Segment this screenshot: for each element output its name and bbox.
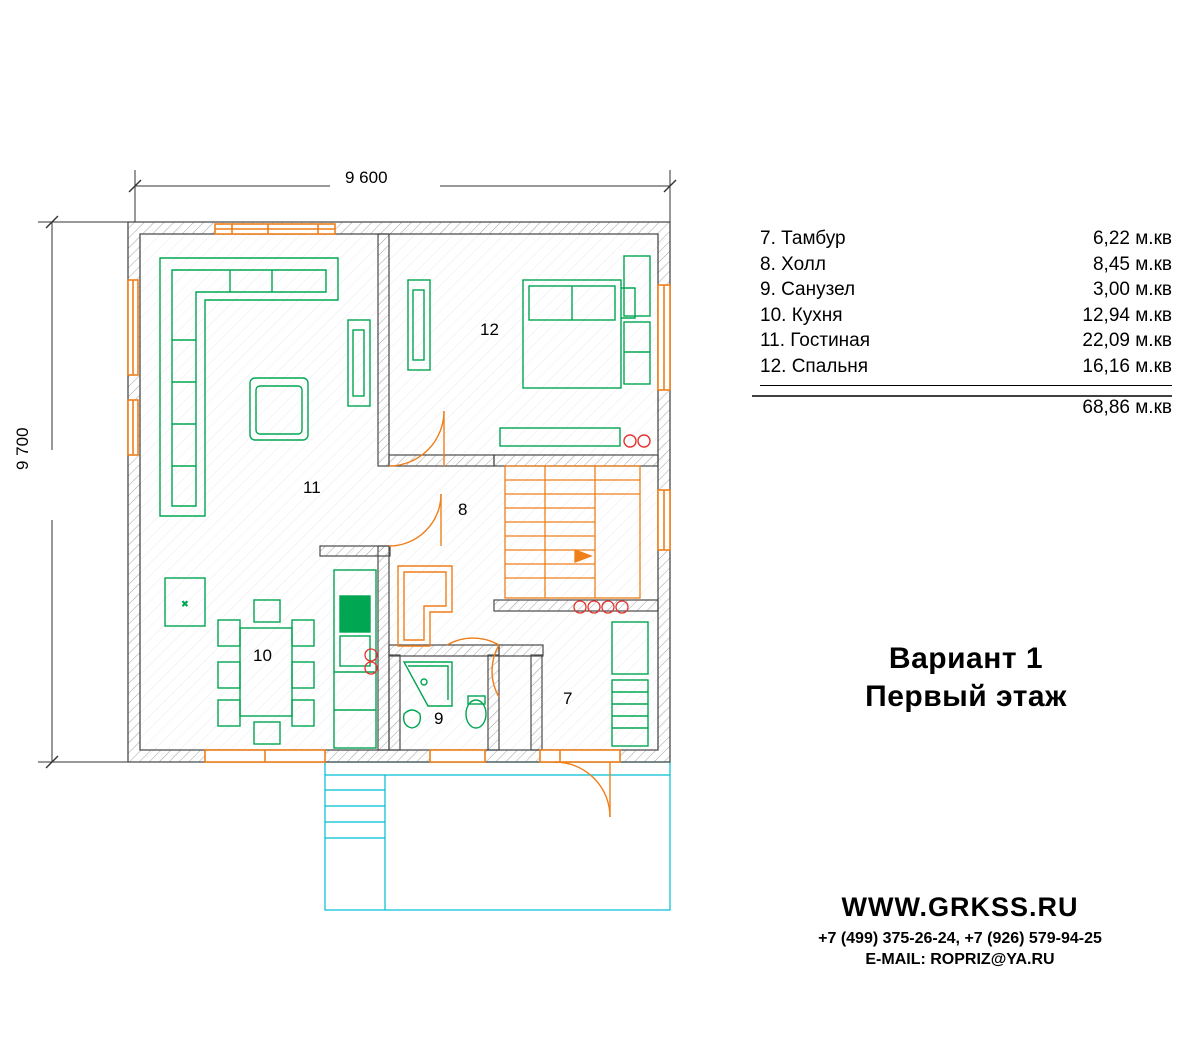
legend-row <box>760 277 1172 303</box>
legend-total-divider <box>760 385 1172 386</box>
legend-row <box>760 226 1172 252</box>
dimension-left-label: 9 700 <box>13 427 32 470</box>
dimension-top-label: 9 600 <box>345 168 388 187</box>
legend-row <box>760 328 1172 354</box>
legend-row <box>760 354 1172 380</box>
legend-room-name: 7. Тамбур <box>760 228 846 249</box>
drawing-title-line-1: Вариант 1 <box>888 642 1044 675</box>
room-legend <box>760 226 1172 420</box>
email-address[interactable]: E-MAIL: ROPRIZ@YA.RU <box>865 951 1055 968</box>
room-number-10: 10 <box>253 646 272 665</box>
room-number-7: 7 <box>563 689 573 708</box>
legend-room-name: 12. Спальня <box>760 355 869 377</box>
legend-room-area: 16,16 м.кв <box>1082 355 1172 377</box>
room-number-9: 9 <box>434 709 444 728</box>
legend-room-area: 8,45 м.кв <box>1092 253 1172 275</box>
room-number-11: 11 <box>303 478 321 497</box>
legend-room-name: 11. Гостиная <box>760 330 871 351</box>
legend-room-area: 6,22 м.кв <box>1092 228 1172 249</box>
phone-numbers: +7 (499) 375-26-24, +7 (926) 579-94-25 <box>818 930 1102 947</box>
drawing-title <box>760 640 1172 716</box>
legend-room-area: 3,00 м.кв <box>1092 279 1172 300</box>
room-number-12: 12 <box>480 320 499 339</box>
svg-text:×: × <box>182 599 188 610</box>
legend-room-area: 22,09 м.кв <box>1082 330 1172 351</box>
contact-block <box>735 890 1185 970</box>
floor-hatch <box>140 228 665 758</box>
legend-room-name: 9. Санузел <box>760 279 856 300</box>
room-number-8: 8 <box>458 500 468 519</box>
legend-row <box>760 252 1172 278</box>
legend-room-area: 12,94 м.кв <box>1082 304 1172 326</box>
legend-total-area: 68,86 м.кв <box>1082 397 1172 418</box>
legend-room-name: 8. Холл <box>760 253 826 275</box>
terrace-outline <box>325 762 670 910</box>
website-link[interactable]: WWW.GRKSS.RU <box>841 892 1079 922</box>
drawing-title-line-2: Первый этаж <box>865 680 1067 713</box>
legend-row <box>760 303 1172 329</box>
legend-room-name: 10. Кухня <box>760 304 843 326</box>
